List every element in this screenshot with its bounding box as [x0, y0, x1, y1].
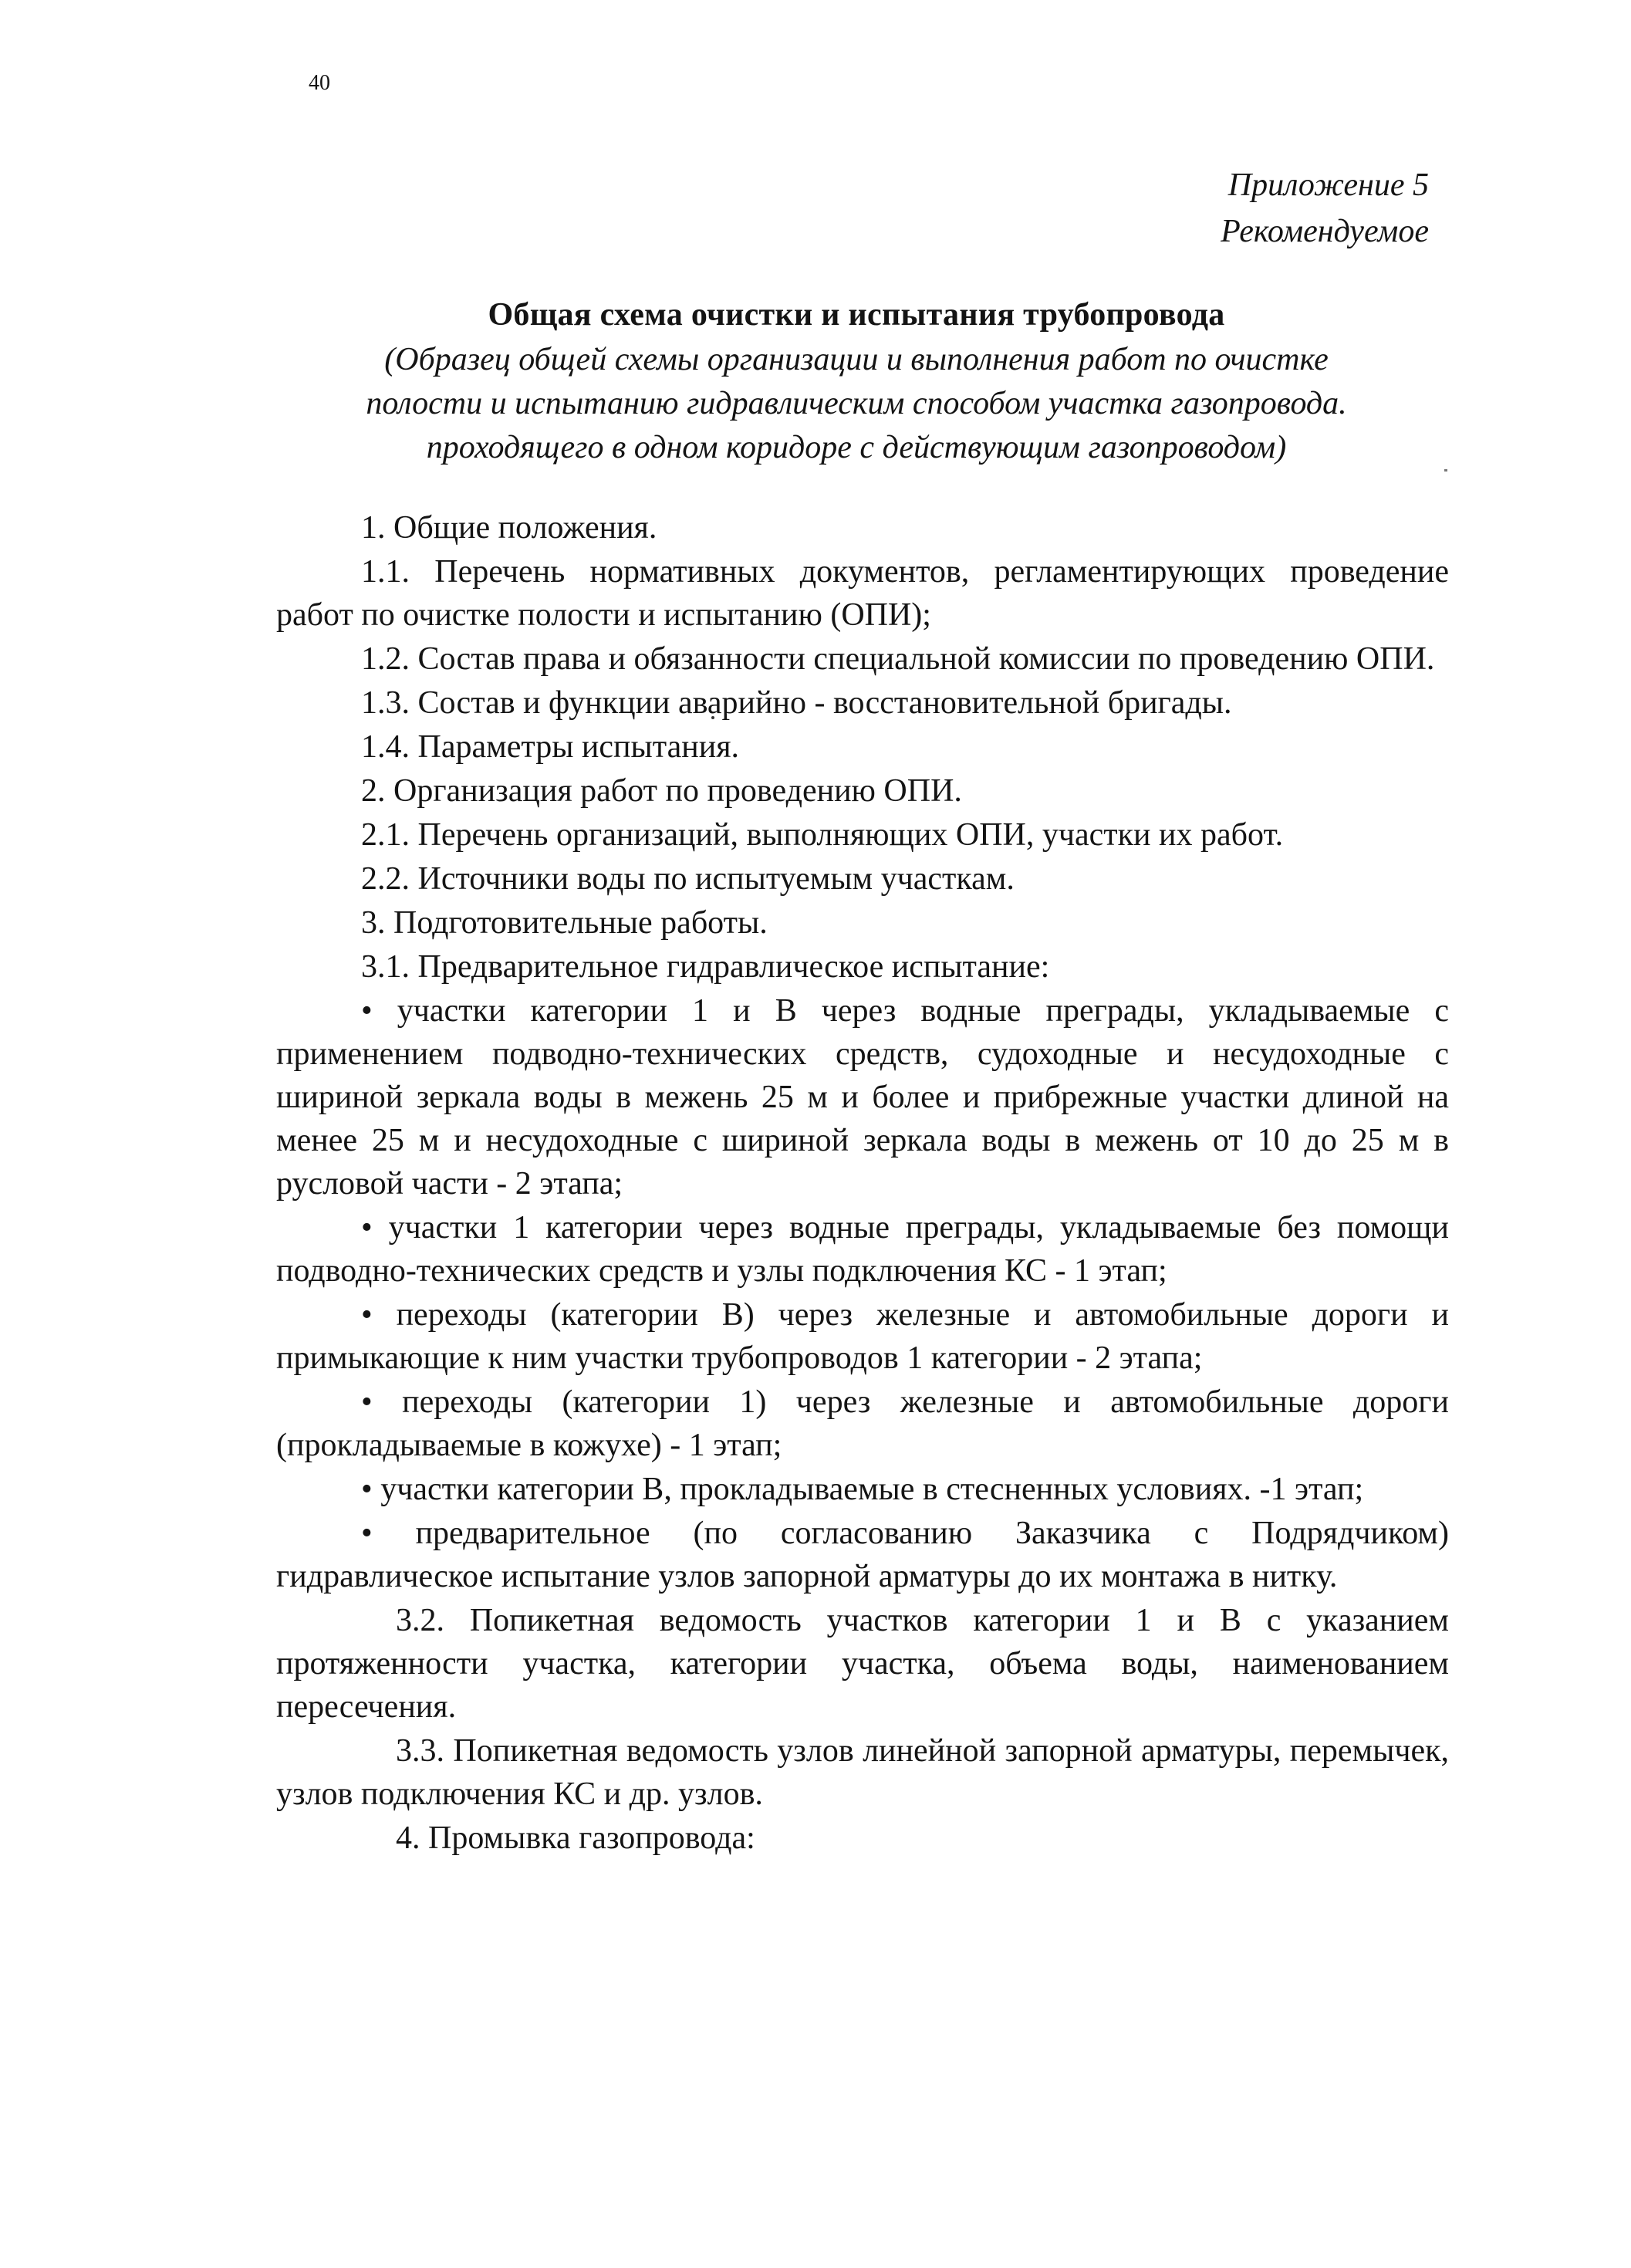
- section-heading: 4. Промывка газопровода:: [396, 1820, 755, 1856]
- section-heading: 1. Общие положения.: [361, 510, 657, 546]
- scan-mark: [1444, 469, 1447, 472]
- bullet-item: • участки категории 1 и В через водные преграды, укладываемые с применением подводно-технических средств, судоходные и несудоходные с шириной зеркала воды в межень 25 м и более и прибрежные участки длиной на менее 25 м и несудоходные с шириной зеркала воды в межень от 10 до 25 м в русловой части - 2 этапа;: [276, 993, 1449, 1202]
- bullet-item: • участки 1 категории через водные преграды, укладываемые без помощи подводно-технических средств и узлы подключения КС - 1 этап;: [276, 1210, 1449, 1289]
- list-item: 3.1. Предварительное гидравлическое испытание:: [361, 949, 1050, 985]
- list-item: 3.2. Попикетная ведомость участков категории 1 и В с указанием протяженности участка, категории участка, объема воды, наименованием пересечения.: [276, 1603, 1449, 1725]
- appendix-header: [1221, 162, 1429, 255]
- document-title: Общая схема очистки и испытания трубопровода: [488, 297, 1225, 333]
- title-block: [278, 292, 1435, 470]
- list-item: 2.1. Перечень организаций, выполняющих ОПИ, участки их работ.: [361, 817, 1284, 853]
- list-item: 2.2. Источники воды по испытуемым участкам.: [361, 861, 1015, 897]
- bullet-item: • переходы (категории 1) через железные и автомобильные дороги (прокладываемые в кожухе) - 1 этап;: [276, 1384, 1449, 1463]
- bullet-item: • переходы (категории В) через железные и автомобильные дороги и примыкающие к ним участки трубопроводов 1 категории - 2 этапа;: [276, 1297, 1449, 1376]
- list-item: 1.4. Параметры испытания.: [361, 729, 740, 765]
- list-item: 1.1. Перечень нормативных документов, регламентирующих проведение работ по очистке полости и испытанию (ОПИ);: [276, 554, 1449, 633]
- bullet-item: • предварительное (по согласованию Заказчика с Подрядчиком) гидравлическое испытание узлов запорной арматуры до их монтажа в нитку.: [276, 1516, 1449, 1594]
- section-heading: 3. Подготовительные работы.: [361, 905, 768, 941]
- list-item: 1.3. Состав и функции аварийно - восстановительной бригады.: [361, 685, 1232, 721]
- bullet-item: • участки категории В, прокладываемые в стесненных условиях. -1 этап;: [361, 1472, 1364, 1507]
- document-body: [276, 506, 1449, 1861]
- subtitle-line: полости и испытанию гидравлическим способом участка газопровода.: [366, 386, 1347, 421]
- page-number: 40: [309, 71, 330, 95]
- appendix-status: Рекомендуемое: [1221, 214, 1429, 249]
- subtitle-line: (Образец общей схемы организации и выполнения работ по очистке: [384, 342, 1329, 377]
- list-item: 3.3. Попикетная ведомость узлов линейной запорной арматуры, перемычек, узлов подключения КС и др. узлов.: [276, 1733, 1449, 1812]
- appendix-label: Приложение 5: [1227, 167, 1429, 203]
- section-heading: 2. Организация работ по проведению ОПИ.: [361, 773, 962, 809]
- subtitle-line: проходящего в одном коридоре с действующим газопроводом): [426, 430, 1287, 465]
- list-item: 1.2. Состав права и обязанности специальной комиссии по проведению ОПИ.: [361, 641, 1435, 677]
